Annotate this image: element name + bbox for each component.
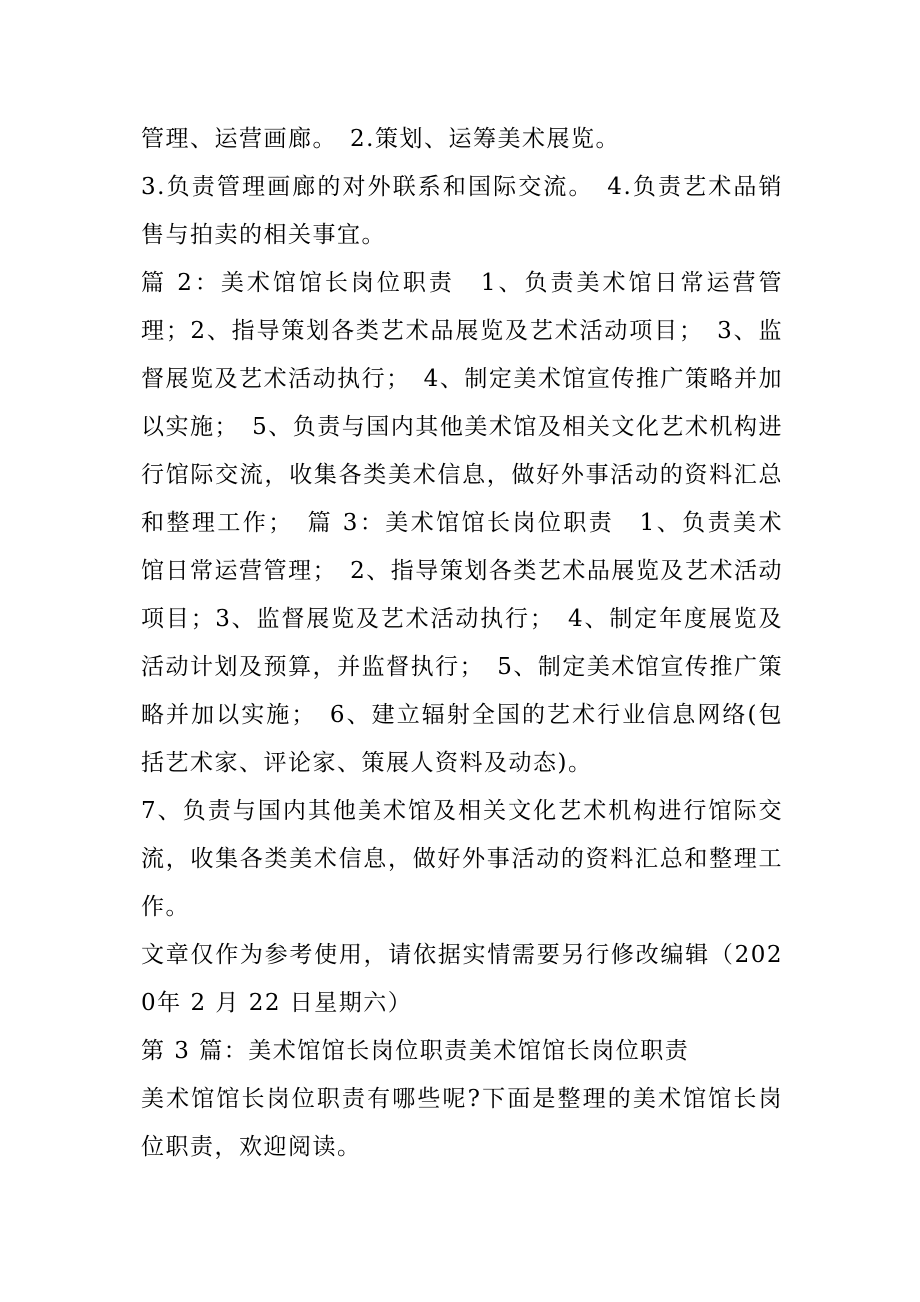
paragraph-5: 文章仅作为参考使用，请依据实情需要另行修改编辑（2020年 2 月 22 日星期六）: [141, 942, 783, 1016]
paragraph-4: 7、负责与国内其他美术馆及相关文化艺术机构进行馆际交流，收集各类美术信息，做好外事活动的资料汇总和整理工作。: [141, 798, 783, 920]
paragraph-6: 第 3 篇：美术馆馆长岗位职责美术馆馆长岗位职责: [141, 1038, 690, 1064]
paragraph-1: 管理、运营画廊。 2.策划、运筹美术展览。: [141, 126, 620, 152]
paragraph-3: 篇 2：美术馆馆长岗位职责 1、负责美术馆日常运营管理；2、指导策划各类艺术品展览及艺术活动项目； 3、监督展览及艺术活动执行； 4、制定美术馆宣传推广策略并加以实施； 5、负责与国内其他美术馆及相关文化艺术机构进行馆际交流，收集各类美术信息，做好外事活动的资料汇总和整理工作； 篇 3：美术馆馆长岗位职责 1、负责美术馆日常运营管理； 2、指导策划各类艺术品展览及艺术活动项目；3、监督展览及艺术活动执行； 4、制定年度展览及活动计划及预算，并监督执行； 5、制定美术馆宣传推广策略并加以实施； 6、建立辐射全国的艺术行业信息网络(包括艺术家、评论家、策展人资料及动态)。: [141, 270, 783, 776]
document-body: [141, 115, 783, 1171]
paragraph-7: 美术馆馆长岗位职责有哪些呢?下面是整理的美术馆馆长岗位职责，欢迎阅读。: [141, 1086, 783, 1160]
paragraph-2: 3.负责管理画廊的对外联系和国际交流。 4.负责艺术品销售与拍卖的相关事宜。: [141, 174, 783, 248]
